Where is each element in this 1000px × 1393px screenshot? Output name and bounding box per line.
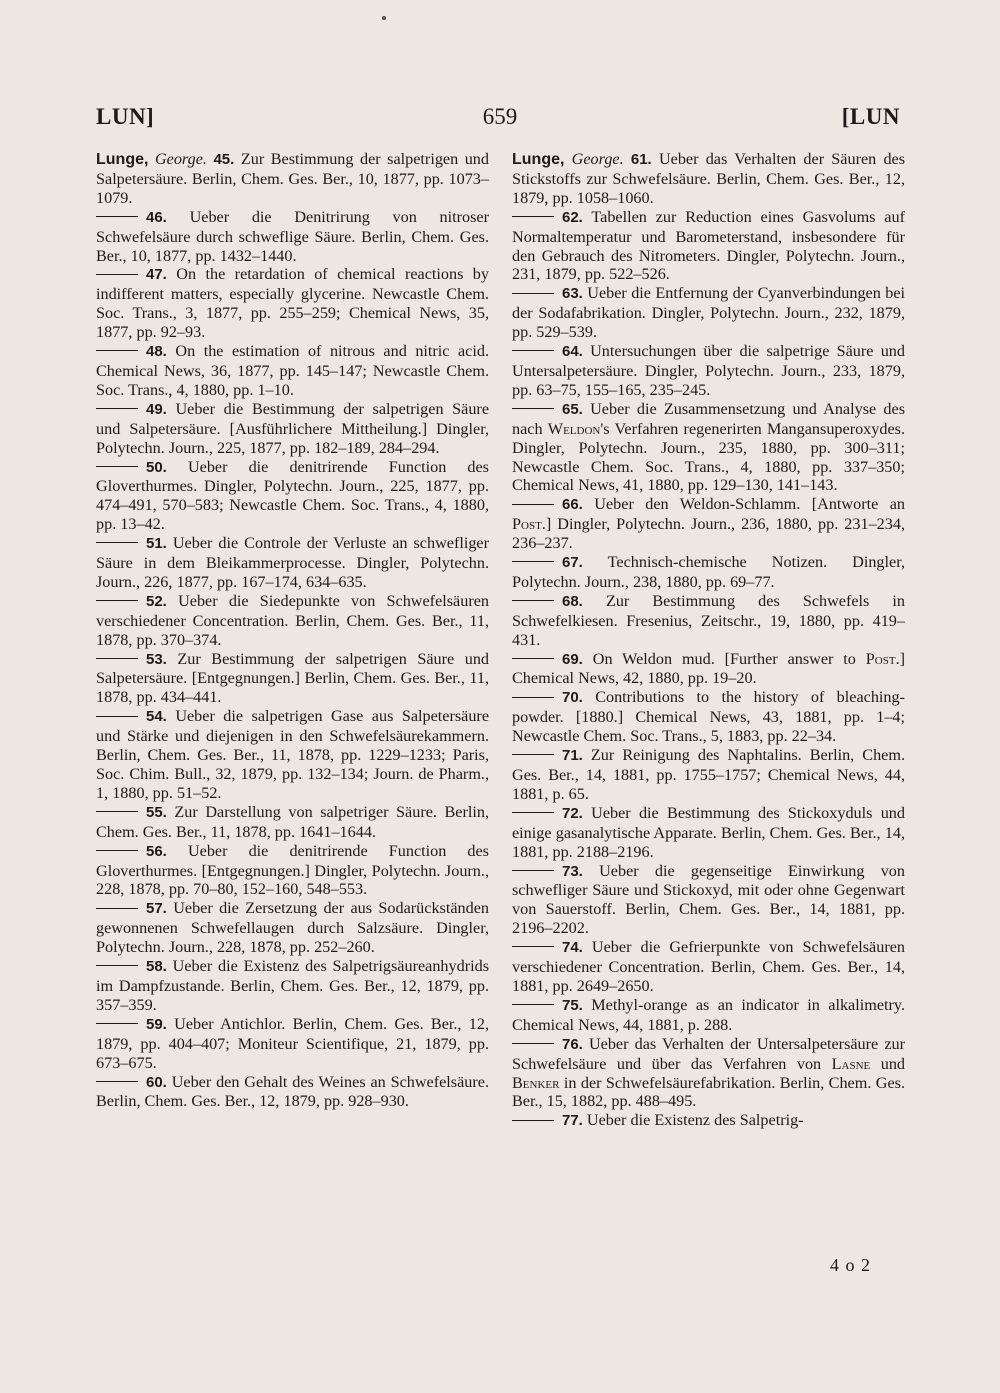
ditto-dash [96, 350, 138, 351]
header-right: [LUN [841, 104, 900, 129]
entry-text: Methyl-orange as an indicator in alkalimetry. Chemical News, 44, 1881, p. 288. [512, 995, 905, 1034]
entry-number: 62. [562, 208, 583, 226]
entry-number: 50. [146, 458, 167, 476]
entry-text: Ueber die Entfernung der Cyanverbindungen bei der Sodafabrikation. Dingler, Polytechn. Journ., 232, 1879, pp. 529–539. [512, 284, 906, 342]
bibliography-entry [96, 342, 489, 400]
ditto-dash [512, 408, 554, 409]
entry-text: Untersuchungen über die salpetrige Säure und Untersalpetersäure. Dingler, Polytechn. Journ., 233, 1879, pp. 63–75, 155–165, 235–245. [512, 342, 905, 399]
ditto-dash [96, 1023, 138, 1024]
entry-number: 64. [562, 343, 583, 361]
entry-text: Technisch-chemische Notizen. Dingler, Polytechn. Journ., 238, 1880, pp. 69–77. [512, 553, 905, 591]
entry-number: 48. [146, 343, 167, 361]
bibliography-entry [512, 400, 905, 496]
small-caps-name: Lasne [831, 1054, 871, 1073]
entry-number: 54. [146, 708, 167, 726]
left-column [96, 150, 489, 1111]
bibliography-entry [96, 458, 489, 535]
entry-text: On the estimation of nitrous and nitric acid. Chemical News, 36, 1877, pp. 145–147; Newcastle Chem. Soc. Trans., 4, 1880, pp. 1–10. [96, 342, 490, 399]
bibliography-entry [512, 938, 905, 996]
running-header [0, 104, 1000, 144]
page-number: 659 [482, 104, 518, 129]
entry-text: Ueber die Zersetzung der aus Sodarückständen gewonnenen Schwefellaugen durch Salzsäure. Dingler, Polytechn. Journ., 228, 1878, pp. 252–260. [96, 899, 489, 957]
entry-text: Ueber die Bestimmung der salpetrigen Säure und Salpetersäure. [Ausführlichere Mittheilung.] Dingler, Polytechn. Journ., 225, 1877, pp. 182–189, 284–294. [96, 399, 489, 457]
entry-text: Zur Darstellung von salpetriger Säure. Berlin, Chem. Ges. Ber., 11, 1878, pp. 1641–1644. [96, 802, 490, 841]
entry-text: .] Chemical News, 42, 1880, pp. 19–20. [512, 649, 906, 688]
ditto-dash [512, 600, 554, 601]
entry-number: 61. [630, 151, 652, 168]
bibliography-entry [512, 1111, 905, 1131]
ditto-dash [512, 293, 554, 294]
bibliography-entry [512, 150, 905, 208]
entry-text: Zur Reinigung des Naphtalins. Berlin, Chem. Ges. Ber., 14, 1881, pp. 1755–1757; Chemical News, 44, 1881, p. 65. [512, 746, 906, 803]
entry-number: 68. [562, 592, 583, 610]
bibliography-entry [512, 342, 905, 400]
small-caps-name: Benker [512, 1073, 560, 1092]
ditto-dash [512, 1043, 554, 1044]
entry-text: Ueber die Denitrirung von nitroser Schwefelsäure durch schweflige Säure. Berlin, Chem. Ges. Ber., 10, 1877, pp. 1432–1440. [96, 207, 490, 265]
ditto-dash [96, 408, 138, 409]
ditto-dash [512, 754, 554, 755]
bibliography-entry [96, 208, 489, 266]
ditto-dash [96, 466, 138, 467]
entry-number: 45. [213, 151, 235, 168]
entry-text: Contributions to the history of bleaching-powder. [1880.] Chemical News, 43, 1881, pp. 1–4; Newcastle Chem. Soc. Trans., 5, 1883, pp. 22–34. [512, 688, 905, 746]
entry-text: Ueber die Existenz des Salpetrig- [586, 1111, 804, 1130]
bibliography-entry [512, 208, 905, 285]
entry-text: und [870, 1054, 905, 1073]
ditto-dash [96, 965, 138, 966]
entry-text: Zur Bestimmung des Schwefels in Schwefelkiesen. Fresenius, Zeitschr., 19, 1880, pp. 419–431. [512, 591, 906, 649]
entry-number: 60. [146, 1073, 167, 1091]
bibliography-entry [512, 553, 905, 592]
bibliography-entry [96, 150, 489, 208]
bibliography-entry [512, 804, 905, 862]
ditto-dash [96, 658, 138, 659]
entry-text: Zur Bestimmung der salpetrigen und Salpetersäure. Berlin, Chem. Ges. Ber., 10, 1877, pp. 1073–1079. [96, 150, 489, 207]
ditto-dash [96, 216, 138, 217]
entry-text: Ueber die Existenz des Salpetrigsäureanhydrids im Dampfzustande. Berlin, Chem. Ges. Ber., 12, 1879, pp. 357–359. [96, 957, 489, 1014]
entry-text: Ueber die denitrirende Function des Gloverthurmes. Dingler, Polytechn. Journ., 225, 1877, pp. 474–491, 570–583; Newcastle Chem. Soc. Trans., 4, 1880, pp. 13–42. [96, 457, 489, 534]
ditto-dash [512, 812, 554, 813]
entry-text: 's Verfahren regenerirten Mangansuperoxydes. Dingler, Polytechn. Journ., 235, 1880, pp. 300–311; Newcastle Chem. Soc. Trans., 4, 1880, pp. 337–350; Chemical News, 41, 1880, pp. 129–130, 141–143. [512, 419, 905, 495]
bibliography-entry [96, 899, 489, 957]
entry-text: Ueber die Bestimmung des Stickoxyduls und einige gasanalytische Apparate. Berlin, Chem. Ges. Ber., 14, 1881, pp. 2188–2196. [512, 803, 905, 861]
entry-number: 77. [562, 1112, 583, 1130]
entry-number: 66. [562, 496, 583, 514]
bibliography-entry [512, 650, 905, 689]
ditto-dash [512, 216, 554, 217]
small-caps-name: Weldon [547, 419, 601, 438]
bibliography-entry [512, 284, 905, 342]
entry-text: Ueber die salpetrigen Gase aus Salpetersäure und Stärke und diejenigen in den Schwefelsäurekammern. Berlin, Chem. Ges. Ber., 11, 1878, pp. 1229–1233; Paris, Soc. Chim. Bull., 32, 1879, pp. 132–134; Journ. de Pharm., 1, 1880, pp. 51–52. [96, 707, 490, 802]
bibliography-entry [512, 862, 905, 939]
entry-number: 70. [562, 689, 583, 707]
ditto-dash [96, 850, 138, 851]
ditto-dash [512, 1120, 554, 1121]
bibliography-entry [96, 1015, 489, 1073]
entry-text: Ueber die gegenseitige Einwirkung von schwefliger Säure und Stickoxyd, mit oder ohne Gegenwart von Sauerstoff. Berlin, Chem. Ges. Ber., 14, 1881, pp. 2196–2202. [512, 861, 905, 938]
ink-speck [382, 16, 386, 20]
entry-number: 67. [562, 554, 583, 572]
entry-number: 49. [146, 400, 167, 418]
entry-number: 56. [146, 842, 167, 860]
entry-number: 71. [562, 747, 583, 765]
author-name: Lunge, [512, 151, 565, 168]
ditto-dash [96, 1081, 138, 1082]
bibliography-entry [512, 746, 905, 804]
ditto-dash [96, 600, 138, 601]
ditto-dash [96, 542, 138, 543]
entry-number: 63. [562, 285, 583, 303]
entry-number: 53. [146, 650, 167, 668]
entry-number: 73. [562, 862, 583, 880]
header-left: LUN] [96, 104, 155, 129]
bibliography-entry [96, 400, 489, 458]
bibliography-entry [512, 996, 905, 1035]
bibliography-entry [96, 592, 489, 650]
ditto-dash [96, 908, 138, 909]
author-name: Lunge, [96, 151, 149, 168]
entry-number: 57. [146, 900, 167, 918]
entry-number: 69. [562, 650, 583, 668]
entry-number: 75. [562, 996, 583, 1014]
small-caps-name: Post [865, 649, 896, 668]
entry-text: On the retardation of chemical reactions by indifferent matters, especially glycerine. Newcastle Chem. Soc. Trans., 3, 1877, pp. 255–259; Chemical News, 35, 1877, pp. 92–93. [96, 265, 489, 342]
signature-mark: 4 o 2 [830, 1255, 871, 1275]
entry-text: Ueber den Gehalt des Weines an Schwefelsäure. Berlin, Chem. Ges. Ber., 12, 1879, pp. 928–930. [96, 1072, 489, 1111]
bibliography-entry [512, 495, 905, 553]
author-first-name: George. [154, 150, 207, 168]
entry-number: 52. [146, 592, 167, 610]
entry-number: 59. [146, 1015, 167, 1033]
bibliography-entry [96, 842, 489, 900]
bibliography-entry [512, 1035, 905, 1112]
entry-text: Ueber Antichlor. Berlin, Chem. Ges. Ber., 12, 1879, pp. 404–407; Moniteur Scientifique, 21, 1879, pp. 673–675. [96, 1014, 490, 1072]
entry-number: 46. [146, 208, 167, 226]
entry-number: 58. [146, 958, 167, 976]
bibliography-entry [512, 688, 905, 746]
entry-text: Ueber die Zusammensetzung und Analyse des nach [512, 399, 905, 438]
ditto-dash [512, 504, 554, 505]
entry-number: 55. [146, 803, 167, 821]
entry-number: 72. [562, 804, 583, 822]
ditto-dash [512, 350, 554, 351]
bibliography-entry [96, 1073, 489, 1112]
ditto-dash [512, 1004, 554, 1005]
entry-number: 65. [562, 400, 583, 418]
bibliography-entry [96, 957, 489, 1015]
entry-text: in der Schwefelsäurefabrikation. Berlin, Chem. Ges. Ber., 15, 1882, pp. 488–495. [512, 1073, 905, 1111]
entry-text: Ueber die Siedepunkte von Schwefelsäuren verschiedener Concentration. Berlin, Chem. Ges. Ber., 11, 1878, pp. 370–374. [96, 591, 490, 649]
entry-text: Ueber die Controle der Verluste an schwefliger Säure in dem Bleikammerprocesse. Dingler, Polytechn. Journ., 226, 1877, pp. 167–174, 634–635. [96, 534, 489, 591]
entry-text: Zur Bestimmung der salpetrigen Säure und Salpetersäure. [Entgegnungen.] Berlin, Chem. Ges. Ber., 11, 1878, pp. 434–441. [96, 649, 490, 707]
entry-text: On Weldon mud. [Further answer to [592, 649, 866, 668]
ditto-dash [512, 561, 554, 562]
entry-number: 51. [146, 535, 167, 553]
bibliography-entry [96, 650, 489, 708]
entry-text: Ueber die Gefrierpunkte von Schwefelsäuren verschiedener Concentration. Berlin, Chem. Ges. Ber., 14, 1881, pp. 2649–2650. [512, 938, 905, 995]
ditto-dash [96, 716, 138, 717]
right-column [512, 150, 905, 1131]
entry-text: Ueber den Weldon-Schlamm. [Antworte an [594, 495, 905, 514]
ditto-dash [96, 274, 138, 275]
ditto-dash [512, 946, 554, 947]
bibliography-entry [96, 534, 489, 592]
ditto-dash [96, 811, 138, 812]
bibliography-entry [96, 803, 489, 842]
ditto-dash [512, 658, 554, 659]
entry-text: Ueber das Verhalten der Untersalpetersäure zur Schwefelsäure und über das Verfahren von [512, 1034, 905, 1073]
entry-number: 47. [146, 266, 167, 284]
entry-text: Ueber das Verhalten der Säuren des Stickstoffs zur Schwefelsäure. Berlin, Chem. Ges. Ber., 12, 1879, pp. 1058–1060. [512, 150, 906, 207]
entry-number: 76. [562, 1035, 583, 1053]
ditto-dash [512, 870, 554, 871]
author-first-name: George. [571, 150, 624, 168]
entry-text: Ueber die denitrirende Function des Gloverthurmes. [Entgegnungen.] Dingler, Polytechn. Journ., 228, 1878, pp. 70–80, 152–160, 548–553. [96, 841, 489, 899]
bibliography-entry [512, 592, 905, 650]
entry-number: 74. [562, 939, 583, 957]
bibliography-entry [96, 265, 489, 342]
small-caps-name: Post [512, 515, 542, 534]
entry-text: Tabellen zur Reduction eines Gasvolums auf Normaltemperatur und Barometerstand, insbesondere für den Gebrauch des Nitrometers. Dingler, Polytechn. Journ., 231, 1879, pp. 522–526. [512, 207, 905, 284]
ditto-dash [512, 697, 554, 698]
bibliography-entry [96, 707, 489, 803]
entry-text: .] Dingler, Polytechn. Journ., 236, 1880, pp. 231–234, 236–237. [512, 515, 905, 553]
